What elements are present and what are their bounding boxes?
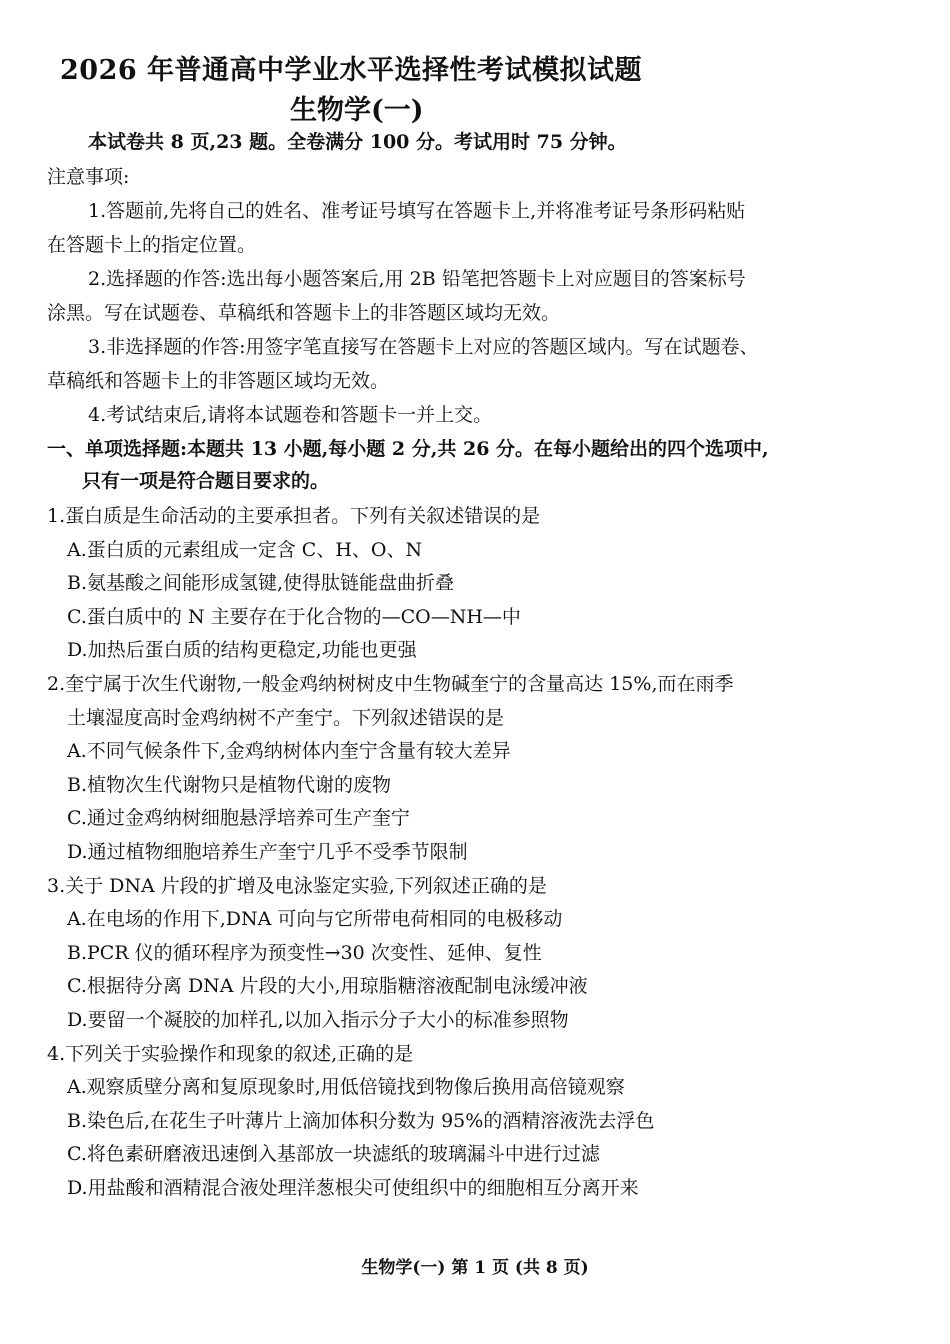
notice-item-3-line-2: 草稿纸和答题卡上的非答题区域均无效。 (47, 370, 390, 392)
section-1-heading-line-2: 只有一项是符合题目要求的。 (82, 470, 330, 492)
question-2-option-a: A.不同气候条件下,金鸡纳树体内奎宁含量有较大差异 (67, 740, 511, 762)
section-1-heading-line-1: 一、单项选择题:本题共 13 小题,每小题 2 分,共 26 分。在每小题给出的四个选项中, (47, 438, 769, 460)
notice-item-2-line-1: 2.选择题的作答:选出每小题答案后,用 2B 铅笔把答题卡上对应题目的答案标号 (88, 268, 746, 290)
notice-item-2-line-2: 涂黑。写在试题卷、草稿纸和答题卡上的非答题区域均无效。 (47, 302, 561, 324)
notice-item-1-line-1: 1.答题前,先将自己的姓名、准考证号填写在答题卡上,并将准考证号条形码粘贴 (88, 200, 746, 222)
notice-item-4: 4.考试结束后,请将本试题卷和答题卡一并上交。 (88, 404, 493, 426)
notice-item-1-line-2: 在答题卡上的指定位置。 (47, 234, 257, 256)
exam-subtitle: 生物学(一) (290, 95, 424, 126)
question-1-option-d: D.加热后蛋白质的结构更稳定,功能也更强 (67, 639, 417, 661)
question-2-option-b: B.植物次生代谢物只是植物代谢的废物 (67, 774, 392, 796)
question-3-option-b: B.PCR 仪的循环程序为预变性→30 次变性、延伸、复性 (67, 942, 542, 964)
question-2-stem-line-2: 土壤湿度高时金鸡纳树不产奎宁。下列叙述错误的是 (67, 707, 505, 729)
question-1-stem: 1.蛋白质是生命活动的主要承担者。下列有关叙述错误的是 (47, 505, 541, 527)
question-2-option-c: C.通过金鸡纳树细胞悬浮培养可生产奎宁 (67, 807, 410, 829)
notice-item-3-line-1: 3.非选择题的作答:用签字笔直接写在答题卡上对应的答题区域内。写在试题卷、 (88, 336, 759, 358)
question-4-option-c: C.将色素研磨液迅速倒入基部放一块滤纸的玻璃漏斗中进行过滤 (67, 1143, 600, 1165)
page-footer: 生物学(一) 第 1 页 (共 8 页) (361, 1258, 589, 1278)
question-3-option-d: D.要留一个凝胶的加样孔,以加入指示分子大小的标准参照物 (67, 1009, 569, 1031)
question-1-option-a: A.蛋白质的元素组成一定含 C、H、O、N (67, 539, 423, 561)
question-3-option-a: A.在电场的作用下,DNA 可向与它所带电荷相同的电极移动 (67, 908, 563, 930)
question-2-stem-line-1: 2.奎宁属于次生代谢物,一般金鸡纳树树皮中生物碱奎宁的含量高达 15%,而在雨季 (47, 673, 734, 695)
question-3-stem: 3.关于 DNA 片段的扩增及电泳鉴定实验,下列叙述正确的是 (47, 875, 547, 897)
question-4-option-a: A.观察质壁分离和复原现象时,用低倍镜找到物像后换用高倍镜观察 (67, 1076, 625, 1098)
question-4-option-b: B.染色后,在花生子叶薄片上滴加体积分数为 95%的酒精溶液洗去浮色 (67, 1110, 655, 1132)
question-1-option-c: C.蛋白质中的 N 主要存在于化合物的—CO—NH—中 (67, 606, 521, 628)
question-3-option-c: C.根据待分离 DNA 片段的大小,用琼脂糖溶液配制电泳缓冲液 (67, 975, 588, 997)
question-1-option-b: B.氨基酸之间能形成氢键,使得肽链能盘曲折叠 (67, 572, 455, 594)
exam-summary: 本试卷共 8 页,23 题。全卷满分 100 分。考试用时 75 分钟。 (88, 131, 627, 153)
question-4-stem: 4.下列关于实验操作和现象的叙述,正确的是 (47, 1043, 414, 1065)
question-2-option-d: D.通过植物细胞培养生产奎宁几乎不受季节限制 (67, 841, 468, 863)
notice-heading: 注意事项: (47, 166, 130, 188)
exam-title: 2026 年普通高中学业水平选择性考试模拟试题 (60, 55, 643, 86)
question-4-option-d: D.用盐酸和酒精混合液处理洋葱根尖可使组织中的细胞相互分离开来 (67, 1177, 639, 1199)
